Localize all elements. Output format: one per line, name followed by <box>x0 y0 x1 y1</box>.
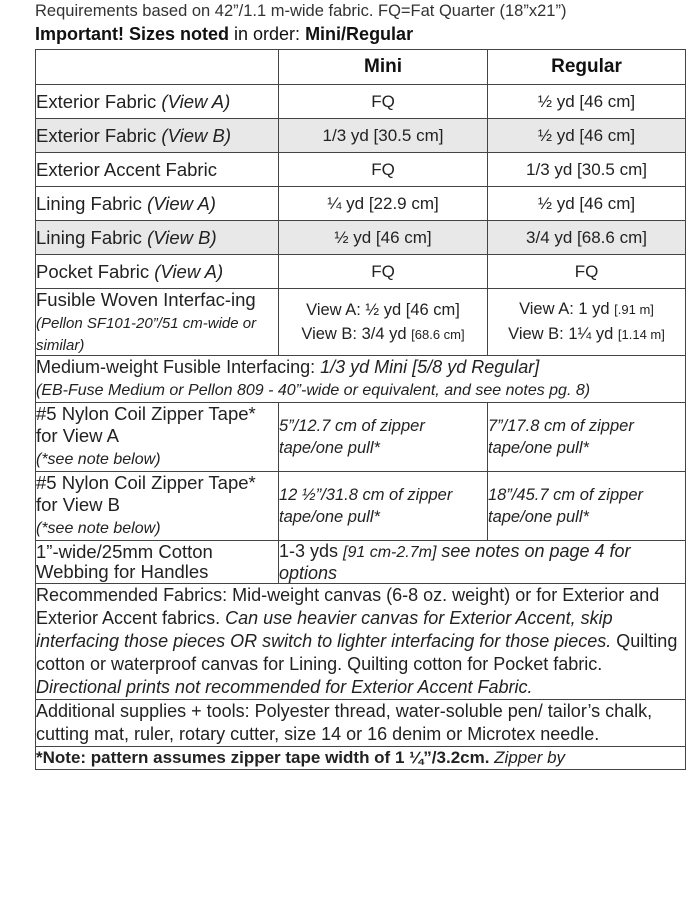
important-label: Important! Sizes noted <box>35 24 230 44</box>
row-label: Exterior Accent Fabric <box>36 153 279 187</box>
mini-value: FQ <box>279 255 488 289</box>
requirements-note: Requirements based on 42”/1.1 m-wide fabric. FQ=Fat Quarter (18”x21”) <box>35 2 567 20</box>
interfacing-label: Fusible Woven Interfac-ing (Pellon SF101-20”/51 cm-wide or similar) <box>36 289 279 356</box>
zipper-b-mini: 12 ½”/31.8 cm of zipper tape/one pull* <box>279 472 488 541</box>
table-row <box>36 119 686 153</box>
table-row <box>36 221 686 255</box>
row-label: Lining Fabric (View B) <box>36 221 279 255</box>
table-row-webbing <box>36 541 686 584</box>
regular-value: 3/4 yd [68.6 cm] <box>488 221 686 255</box>
mini-value: ¼ yd [22.9 cm] <box>279 187 488 221</box>
important-mid: in order: <box>229 24 306 44</box>
table-row-recommended <box>36 584 686 700</box>
zipper-b-label: #5 Nylon Coil Zipper Tape* for View B (*see note below) <box>36 472 279 541</box>
table-row <box>36 187 686 221</box>
table-row-medium <box>36 356 686 403</box>
mini-value: FQ <box>279 153 488 187</box>
row-label: Exterior Fabric (View B) <box>36 119 279 153</box>
interfacing-mini: View A: ½ yd [46 cm] View B: 3/4 yd [68.6 cm] <box>279 289 488 356</box>
row-label: Pocket Fabric (View A) <box>36 255 279 289</box>
important-sizes: Mini/Regular <box>305 24 414 44</box>
mini-value: ½ yd [46 cm] <box>279 221 488 255</box>
table-row-interfacing <box>36 289 686 356</box>
interfacing-regular: View A: 1 yd [.91 m] View B: 1¼ yd [1.14 m] <box>488 289 686 356</box>
regular-value: ½ yd [46 cm] <box>488 119 686 153</box>
zipper-note: *Note: pattern assumes zipper tape width of 1 ¼”/3.2cm. Zipper by <box>36 747 686 770</box>
row-label: Exterior Fabric (View A) <box>36 85 279 119</box>
medium-interfacing: Medium-weight Fusible Interfacing: 1/3 yd Mini [5/8 yd Regular] (EB-Fuse Medium or Pellon 809 - 40”-wide or equivalent, and see notes pg. 8) <box>36 356 686 403</box>
table-row <box>36 153 686 187</box>
additional-supplies: Additional supplies + tools: Polyester thread, water-soluble pen/ tailor’s chalk, cutting mat, ruler, rotary cutter, size 14 or 16 denim or Microtex needle. <box>36 700 686 747</box>
webbing-value: 1-3 yds [91 cm-2.7m] see notes on page 4 for options <box>279 541 686 584</box>
header-blank <box>36 50 279 85</box>
table-row-zipper-b <box>36 472 686 541</box>
regular-value: FQ <box>488 255 686 289</box>
row-label: Lining Fabric (View A) <box>36 187 279 221</box>
table-row <box>36 255 686 289</box>
regular-value: ½ yd [46 cm] <box>488 187 686 221</box>
zipper-a-label: #5 Nylon Coil Zipper Tape* for View A (*see note below) <box>36 403 279 472</box>
webbing-label: 1”-wide/25mm Cotton Webbing for Handles <box>36 541 279 584</box>
mini-value: 1/3 yd [30.5 cm] <box>279 119 488 153</box>
header-row <box>36 50 686 85</box>
regular-value: 1/3 yd [30.5 cm] <box>488 153 686 187</box>
regular-value: ½ yd [46 cm] <box>488 85 686 119</box>
table-row <box>36 85 686 119</box>
zipper-a-mini: 5”/12.7 cm of zipper tape/one pull* <box>279 403 488 472</box>
column-regular: Regular <box>488 50 686 85</box>
table-row-note <box>36 747 686 770</box>
recommended-fabrics: Recommended Fabrics: Mid-weight canvas (6-8 oz. weight) or for Exterior and Exterior Accent fabrics. Can use heavier canvas for Exterior Accent, skip interfacing those pieces OR switch to lighter interfacing for those pieces. Quilting cotton or waterproof canvas for Lining. Quilting cotton for Pocket fabric. Directional prints not recommended for Exterior Accent Fabric. <box>36 584 686 700</box>
important-note <box>35 22 695 46</box>
table-row-additional <box>36 700 686 747</box>
mini-value: FQ <box>279 85 488 119</box>
zipper-a-regular: 7”/17.8 cm of zipper tape/one pull* <box>488 403 686 472</box>
requirements-table <box>35 49 686 770</box>
table-row-zipper-a <box>36 403 686 472</box>
column-mini: Mini <box>279 50 488 85</box>
zipper-b-regular: 18”/45.7 cm of zipper tape/one pull* <box>488 472 686 541</box>
